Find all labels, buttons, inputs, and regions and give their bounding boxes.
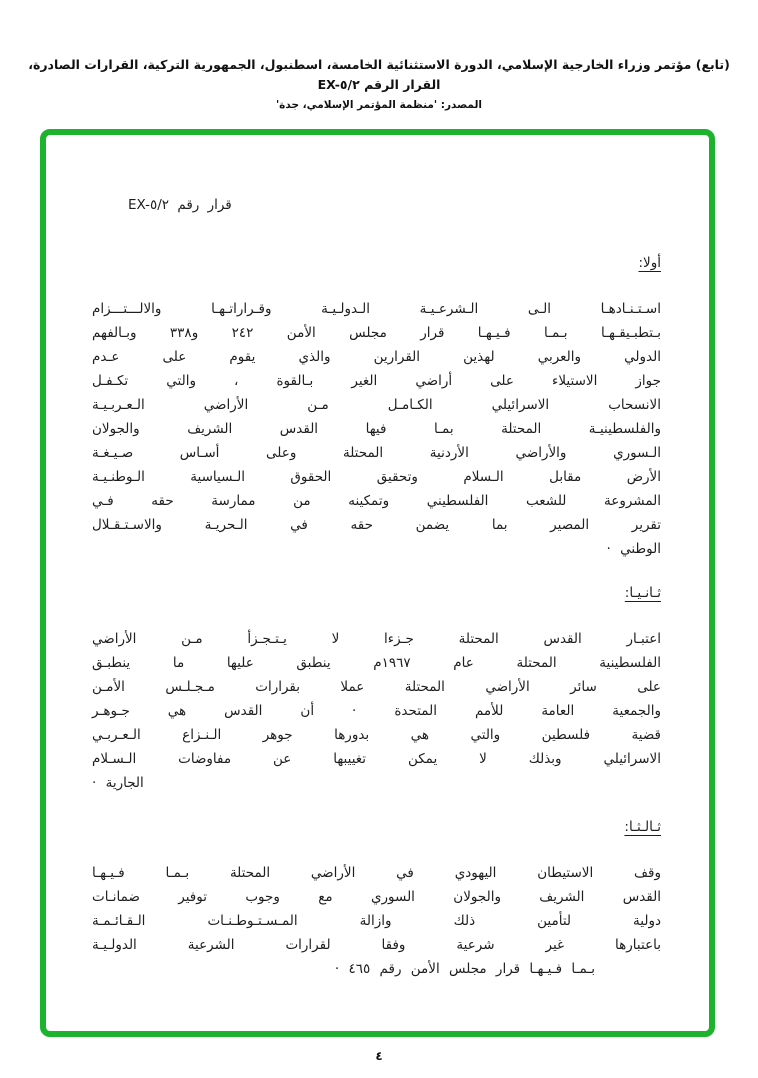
- page-header: [0, 55, 758, 95]
- section-paragraph-third: [46, 861, 709, 981]
- section-heading-second: ثـانـيـا:: [624, 585, 661, 601]
- header-title-text: (تابع) مؤتمر وزراء الخارجية الإسلامي، الدورة الاستثنائية الخامسة، اسطنبول، الجمهورية التركية، القرارات الصادرة، القرار الرقم: [28, 57, 730, 92]
- text-line: بـمـا فـيـهـا قرار مجلس الأمن رقم ٤٦٥ ·: [334, 961, 595, 977]
- text-line: والفلسطينيـة المحتلة بمـا فيها القدس الشريف والجولان: [92, 421, 661, 437]
- text-line: الجارية ·: [92, 775, 144, 791]
- text-line: قضية فلسطين والتي هي بدورها جوهر الـنـزاع الـعـربـي: [92, 727, 661, 743]
- text-line: وقف الاستيطان اليهودي في الأراضي المحتلة بـمـا فـيـهـا: [92, 865, 661, 881]
- resolution-number-value: EX-٥/٢: [128, 197, 170, 213]
- text-line: الوطني ·: [606, 541, 661, 557]
- text-line: الاسرائيلي وبذلك لا يمكن تغييبها عن مفاوضات الـسـلام: [92, 751, 661, 767]
- text-line: والجمعية العامة للأمم المتحدة · أن القدس هي جـوهـر: [92, 703, 661, 719]
- text-line: اعتبـار القدس المحتلة جـزءا لا يـتـجـزأ مـن الأراضي: [92, 631, 661, 647]
- text-line: الأرض مقابل الـسلام وتحقيق الحقوق الـسياسية الـوطنـيـة: [92, 469, 661, 485]
- text-line: باعتبارها غير شرعية وفقا لقرارات الشرعية الدولـيـة: [92, 937, 661, 953]
- document-body: [46, 193, 709, 981]
- text-line: جواز الاستيلاء على أراضي الغير بـالقوة ، والتي تكـفـل: [92, 373, 661, 389]
- text-line: الـسوري والأراضي الأردنية المحتلة وعلى أسـاس صـيـغـة: [92, 445, 661, 461]
- text-line: على سائر الأراضي المحتلة عملا بقرارات مـجـلـس الأمـن: [92, 679, 661, 695]
- text-line: بـتطبـيقـهـا بـمـا فـيـهـا قرار مجلس الأمن ٢٤٢ و٣٣٨ وبـالفهم: [92, 325, 661, 341]
- section-paragraph-second: [46, 627, 709, 795]
- page-number: ٤: [375, 1049, 383, 1063]
- resolution-number-label: قرار رقم: [177, 197, 232, 213]
- text-line: اسـتـنـادهـا الـى الـشرعـيـة الـدولـيـة وقـراراتـهـا والالـــتـــزام: [92, 301, 661, 317]
- header-resolution-number: EX-٥/٢: [317, 77, 360, 92]
- page-source-line: المصدر: 'منظمة المؤتمر الإسلامي، جدة': [275, 99, 483, 111]
- section-paragraph-first: [46, 297, 709, 561]
- text-line: الفلسطينية المحتلة عام ١٩٦٧م ينطبق عليها ما ينطبـق: [92, 655, 662, 671]
- text-line: دولية لتأمين ذلك وازالة المـسـتـوطـنـات الـقـائـمـة: [92, 913, 661, 929]
- document-page: [0, 55, 758, 1078]
- section-heading-first: أولا:: [638, 255, 661, 271]
- resolution-number-line: [46, 193, 709, 217]
- green-document-frame: [40, 129, 715, 1037]
- text-line: الانسحاب الاسرائيلي الكـامـل مـن الأراضي الـعـربـيـة: [92, 397, 661, 413]
- text-line: المشروعة للشعب الفلسطيني وتمكينه من ممارسة حقه فـي: [92, 493, 661, 509]
- text-line: القدس الشريف والجولان السوري مع وجوب توفير ضمانـات: [92, 889, 661, 905]
- text-line: الدولي والعربي لهذين القرارين والذي يقوم على عـدم: [92, 349, 661, 365]
- text-line: تقرير المصير بما يضمن حقه في الـحريـة والاسـتـقـلال: [92, 517, 661, 533]
- section-heading-third: ثـالـثـا:: [624, 819, 661, 835]
